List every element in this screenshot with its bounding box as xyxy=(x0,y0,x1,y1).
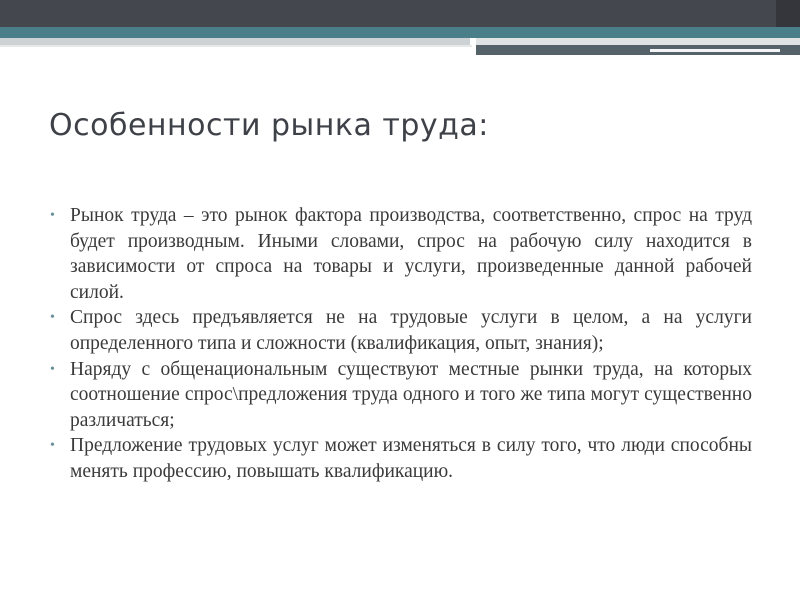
bullet-text: Спрос здесь предъявляется не на трудовые услуги в целом, а на услуги определенного типа и сложности (квалификация, опыт, знания); xyxy=(70,307,752,354)
bullet-dot-icon: • xyxy=(50,310,55,326)
bullet-text: Наряду с общенациональным существуют местные рынки труда, на которых соотношение спрос\предложения труда одного и того же типа могут существенно различаться; xyxy=(70,358,752,431)
header-band-corner xyxy=(776,0,800,27)
bullet-item xyxy=(50,357,752,434)
bullet-item xyxy=(50,305,752,356)
header-band-dark xyxy=(0,0,800,27)
slide-title: Особенности рынка труда: xyxy=(49,108,489,143)
bullet-list xyxy=(50,203,752,485)
header-band-shadow xyxy=(0,45,472,47)
bullet-text: Предложение трудовых услуг может изменяться в силу того, что люди способны менять профессию, повышать квалификацию. xyxy=(70,435,752,482)
header-band-light-left xyxy=(0,38,470,45)
bullet-item xyxy=(50,203,752,305)
bullet-item xyxy=(50,433,752,484)
bullet-dot-icon: • xyxy=(50,208,55,223)
bullet-dot-icon: • xyxy=(50,361,55,377)
bullet-dot-icon: • xyxy=(50,438,55,454)
header-band-teal xyxy=(0,27,800,38)
header-band-highlight xyxy=(650,49,780,52)
bullet-text: Рынок труда – это рынок фактора производства, соответственно, спрос на труд будет производным. Иными словами, спрос на рабочую силу находится в зависимости от спроса на товары и услуги, произведенные данной рабочей силой. xyxy=(70,205,752,303)
header-band-light-right xyxy=(476,38,800,45)
